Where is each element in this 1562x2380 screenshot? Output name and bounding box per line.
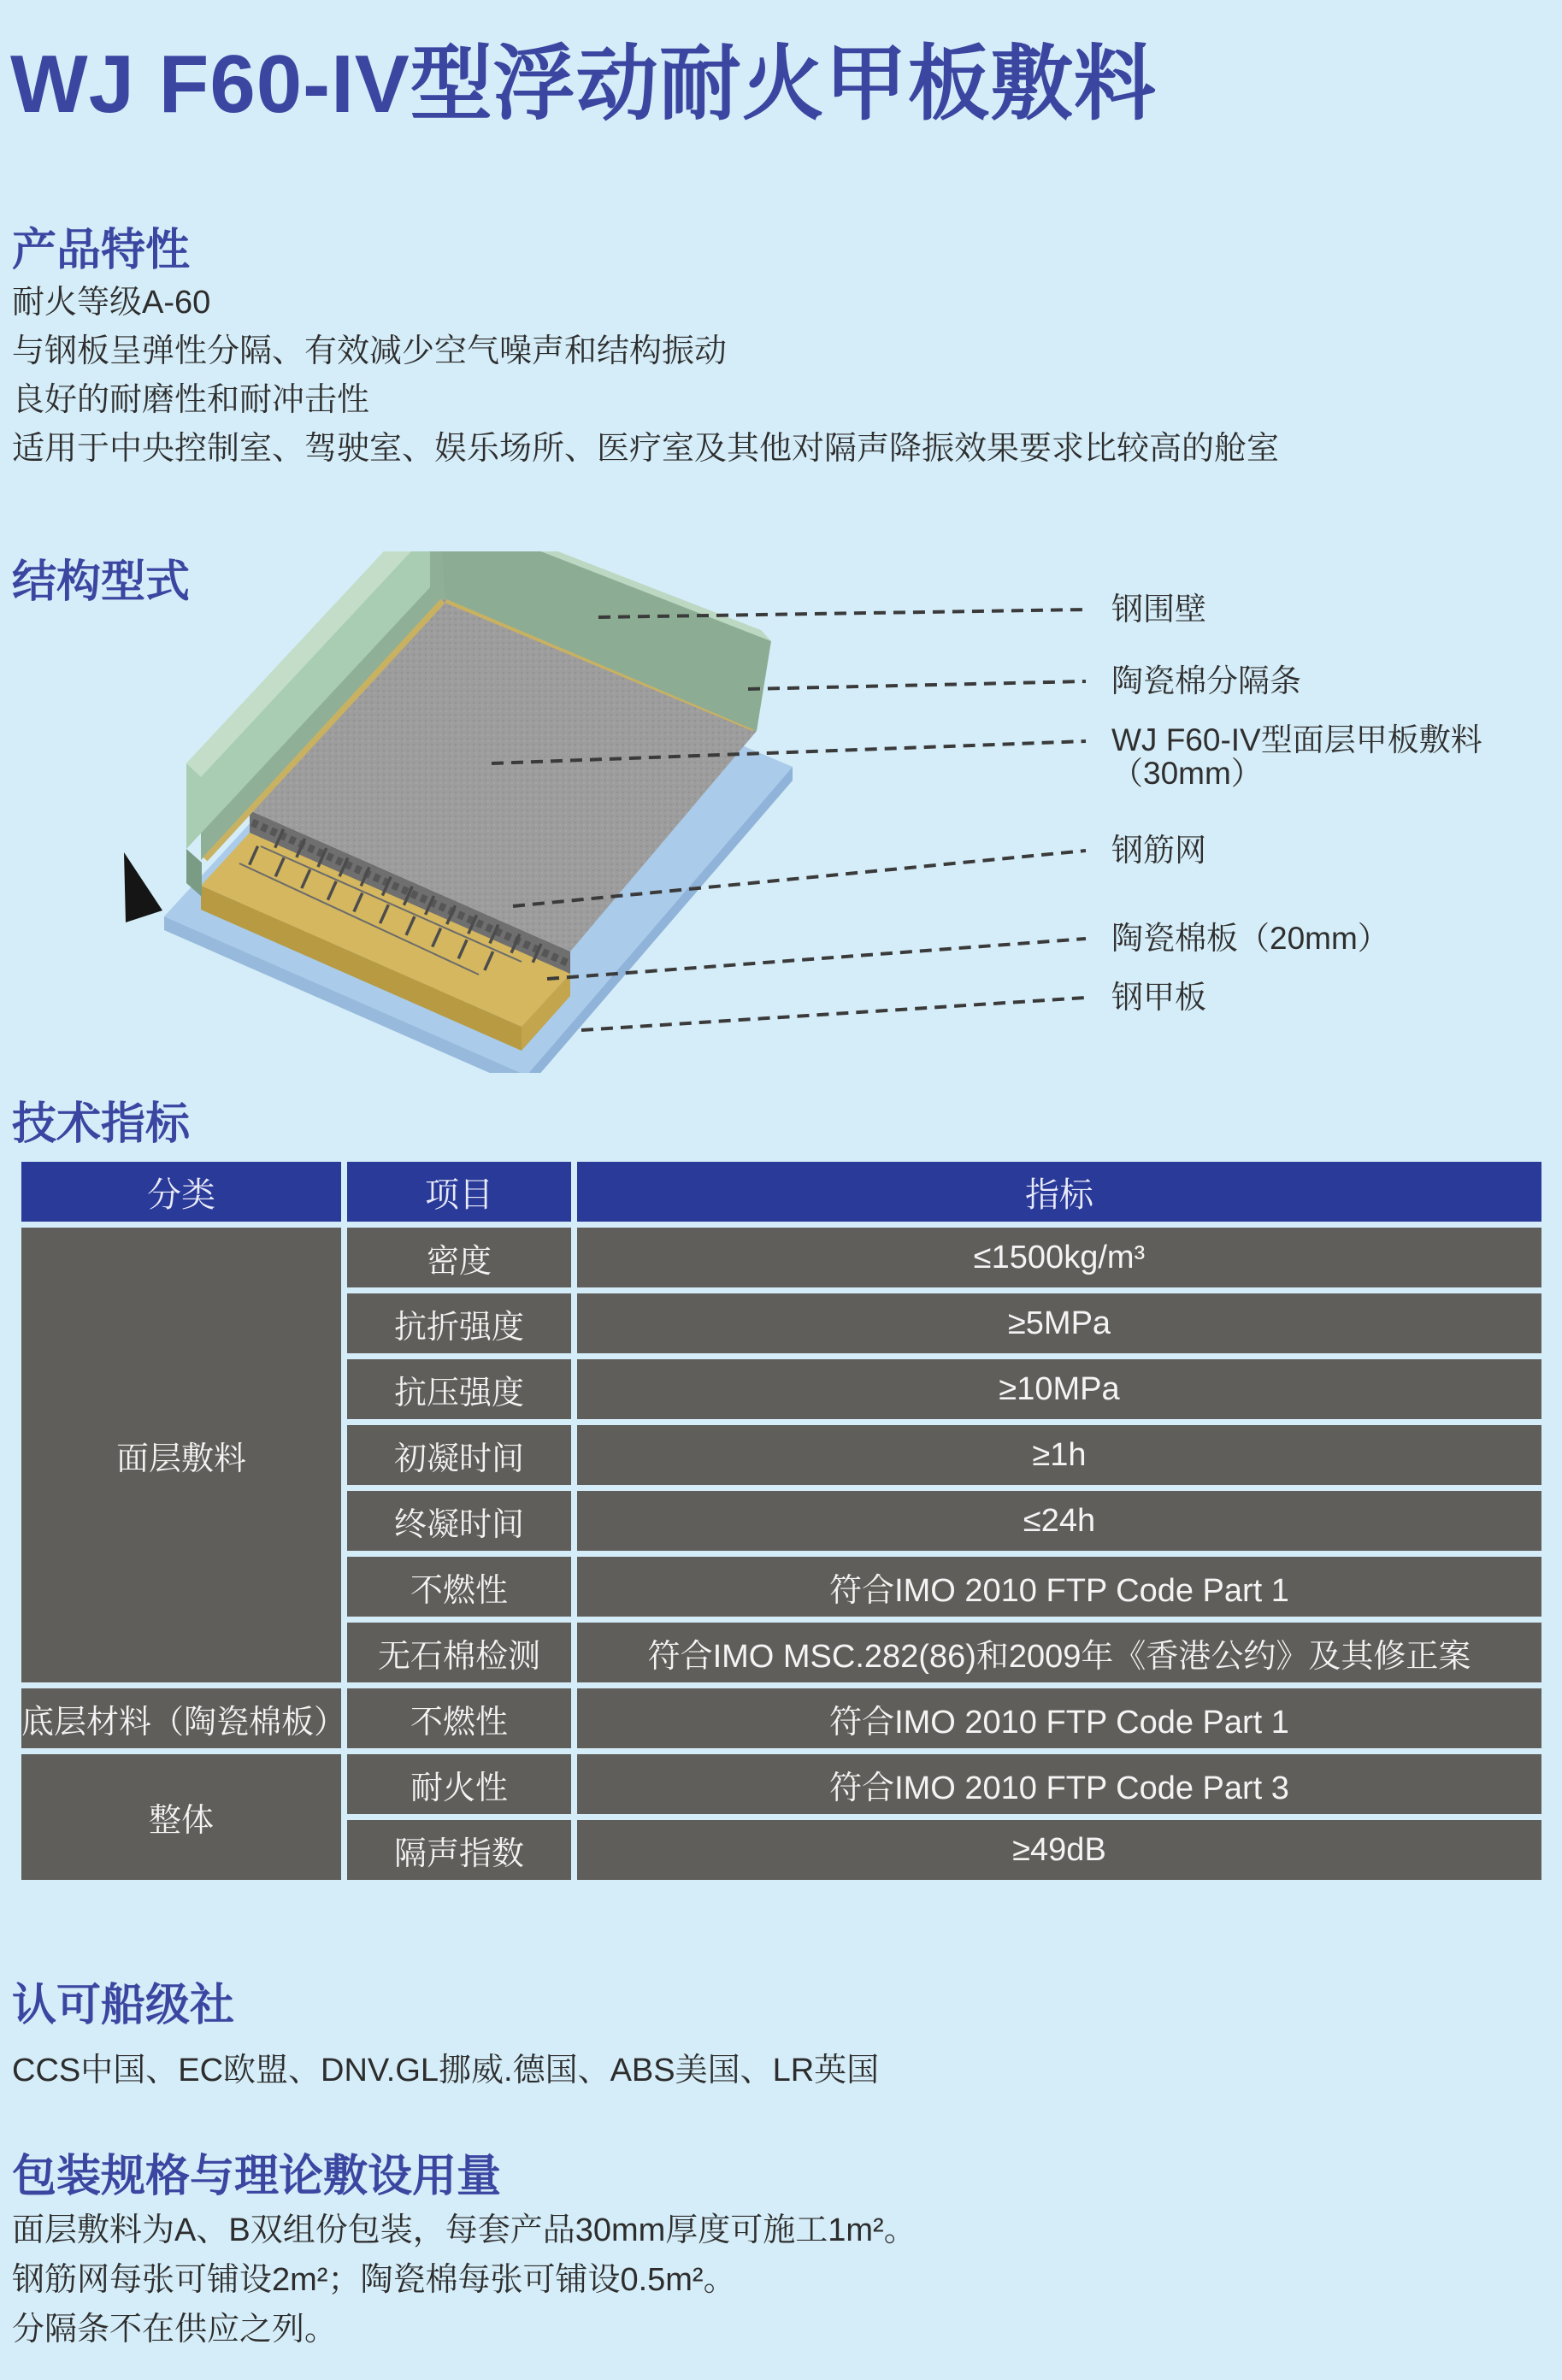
feature-line: 与钢板呈弹性分隔、有效减少空气噪声和结构振动 xyxy=(12,333,728,369)
value-cell: 符合IMO MSC.282(86)和2009年《香港公约》及其修正案 xyxy=(577,1623,1541,1682)
steel-wall-left-endcap xyxy=(186,849,202,897)
feature-line: 良好的耐磨性和耐冲击性 xyxy=(12,382,370,418)
specs-heading: 技术指标 xyxy=(12,1099,191,1149)
value-cell: ≥1h xyxy=(577,1425,1541,1485)
category-cell: 底层材料（陶瓷棉板） xyxy=(21,1688,341,1748)
value-cell: ≤1500kg/m³ xyxy=(577,1228,1541,1287)
diagram-label-mesh: 钢筋网 xyxy=(1111,833,1206,868)
item-cell: 无石棉检测 xyxy=(347,1623,571,1682)
item-cell: 密度 xyxy=(347,1228,571,1287)
features-heading: 产品特性 xyxy=(12,226,191,275)
item-cell: 抗折强度 xyxy=(347,1293,571,1353)
item-cell: 不燃性 xyxy=(347,1688,571,1748)
item-cell: 抗压强度 xyxy=(347,1359,571,1419)
value-cell: ≤24h xyxy=(577,1491,1541,1551)
feature-line: 耐火等级A-60 xyxy=(12,285,211,321)
specs-col-category: 分类 xyxy=(21,1162,341,1222)
item-cell: 不燃性 xyxy=(347,1557,571,1617)
item-cell: 耐火性 xyxy=(347,1754,571,1814)
value-cell: ≥49dB xyxy=(577,1820,1541,1880)
leader-line-deck xyxy=(581,998,1086,1030)
table-row xyxy=(21,1754,1541,1814)
shadow-wedge xyxy=(124,852,162,922)
diagram-label-separator: 陶瓷棉分隔条 xyxy=(1111,663,1301,698)
table-row xyxy=(21,1688,1541,1748)
category-cell: 整体 xyxy=(21,1754,341,1880)
features-list xyxy=(12,279,1279,474)
value-cell: 符合IMO 2010 FTP Code Part 3 xyxy=(577,1754,1541,1814)
item-cell: 隔声指数 xyxy=(347,1820,571,1880)
specs-table xyxy=(15,1156,1547,1886)
page-title: WJ F60-IV型浮动耐火甲板敷料 xyxy=(10,38,1157,130)
value-cell: 符合IMO 2010 FTP Code Part 1 xyxy=(577,1688,1541,1748)
diagram-label-surface-thickness: （30mm） xyxy=(1111,756,1263,791)
diagram-label-deck-plate: 钢甲板 xyxy=(1111,980,1206,1015)
value-cell: ≥5MPa xyxy=(577,1293,1541,1353)
feature-line: 适用于中央控制室、驾驶室、娱乐场所、医疗室及其他对隔声降振效果要求比较高的舱室 xyxy=(12,431,1280,467)
packaging-heading: 包装规格与理论敷设用量 xyxy=(12,2152,502,2201)
category-cell: 面层敷料 xyxy=(21,1228,341,1682)
item-cell: 终凝时间 xyxy=(347,1491,571,1551)
item-cell: 初凝时间 xyxy=(347,1425,571,1485)
packaging-line: 面层敷料为A、B双组份包装，每套产品30mm厚度可施工1m²。 xyxy=(12,2212,917,2248)
packaging-line: 分隔条不在供应之列。 xyxy=(12,2312,338,2348)
specs-header-row xyxy=(21,1162,1541,1222)
packaging-lines xyxy=(12,2206,917,2354)
value-cell: 符合IMO 2010 FTP Code Part 1 xyxy=(577,1557,1541,1617)
diagram-label-wall: 钢围壁 xyxy=(1111,592,1206,627)
specs-col-item: 项目 xyxy=(347,1162,571,1222)
structure-heading: 结构型式 xyxy=(12,557,191,607)
structure-diagram xyxy=(77,551,1111,1073)
diagram-label-surface: WJ F60-IV型面层甲板敷料 xyxy=(1111,722,1482,757)
specs-col-value: 指标 xyxy=(577,1162,1541,1222)
value-cell: ≥10MPa xyxy=(577,1359,1541,1419)
diagram-label-wool-board: 陶瓷棉板（20mm） xyxy=(1111,921,1389,956)
societies-text: CCS中国、EC欧盟、DNV.GL挪威.德国、ABS美国、LR英国 xyxy=(12,2053,880,2088)
table-row xyxy=(21,1228,1541,1287)
leader-line-separator xyxy=(748,681,1086,689)
societies-heading: 认可船级社 xyxy=(12,1981,235,2030)
packaging-line: 钢筋网每张可铺设2m²；陶瓷棉每张可铺设0.5m²。 xyxy=(12,2262,736,2298)
